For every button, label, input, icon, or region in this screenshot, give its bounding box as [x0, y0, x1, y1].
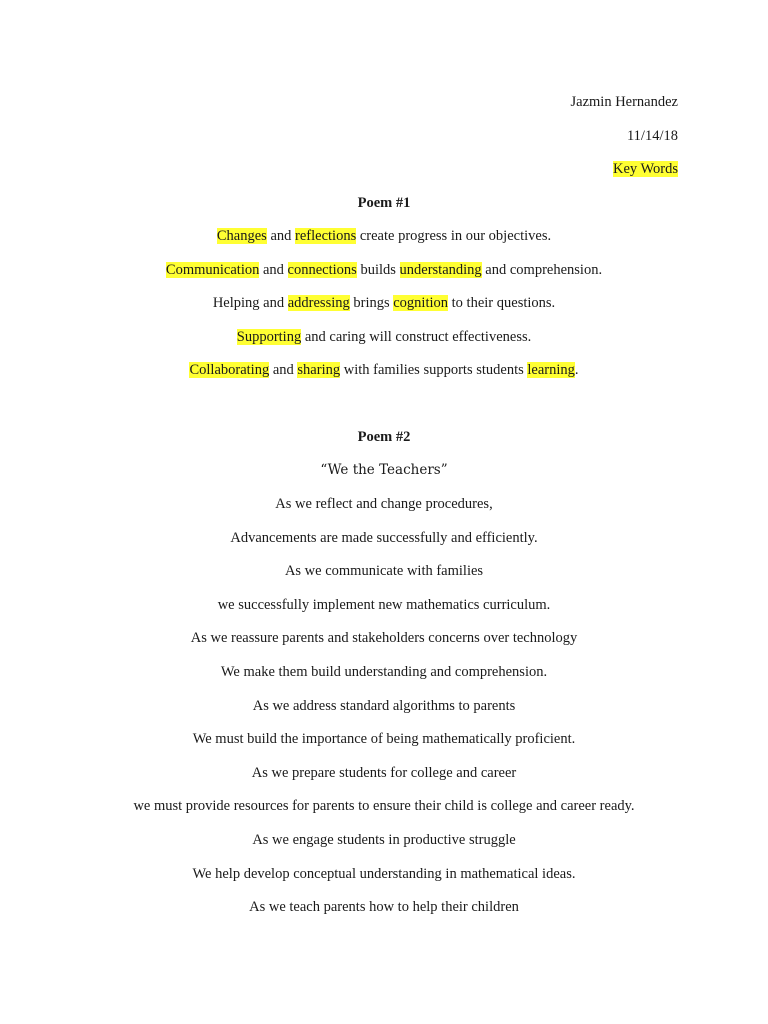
poem2-title: Poem #2 [357, 429, 411, 445]
key-word-highlight: addressing [287, 295, 350, 312]
key-word-highlight: sharing [297, 362, 341, 379]
key-words-highlight: Key Words [612, 161, 678, 177]
poem2-line: As we address standard algorithms to parents [252, 697, 516, 714]
poem-text: and [269, 362, 298, 379]
poem-text: Helping and [212, 295, 288, 312]
poem1-line [0, 261, 768, 279]
poem-text: and caring will construct effectiveness. [301, 328, 532, 345]
poem1-line [0, 328, 768, 346]
poem2-line: As we teach parents how to help their children [249, 899, 519, 916]
poem2-line: We make them build understanding and comprehension. [220, 664, 548, 680]
poem-text: and comprehension. [481, 261, 603, 278]
poem1-line [0, 227, 768, 245]
poem2-line: we must provide resources for parents to ensure their child is college and career ready. [133, 798, 635, 815]
poem1-line [0, 294, 768, 312]
poem2-line: As we engage students in productive struggle [252, 832, 516, 848]
poem2-line: As we communicate with families [284, 563, 484, 580]
key-word-highlight: Communication [165, 261, 260, 278]
poem2-line: As we reflect and change procedures, [275, 496, 493, 512]
poem-text: and [259, 261, 288, 278]
poem2-line: We help develop conceptual understanding in mathematical ideas. [192, 865, 576, 882]
poem2-line: we successfully implement new mathematics curriculum. [217, 596, 551, 613]
poem-text: builds [356, 261, 400, 278]
poem1-line [0, 361, 768, 379]
poem2-line: We must build the importance of being mathematically proficient. [192, 731, 576, 748]
key-word-highlight: connections [287, 261, 357, 278]
poem-text: . [574, 362, 579, 379]
key-word-highlight: understanding [399, 261, 482, 278]
author-name: Jazmin Hernandez [570, 94, 678, 110]
key-word-highlight: cognition [393, 295, 449, 312]
key-word-highlight: learning [527, 362, 575, 379]
key-word-highlight: Collaborating [189, 362, 270, 379]
poem-text: and [266, 228, 296, 244]
key-words-label [0, 160, 768, 178]
key-word-highlight: Supporting [236, 328, 302, 345]
poem2-line: As we prepare students for college and career [251, 764, 517, 781]
document-date: 11/14/18 [626, 128, 678, 144]
poem2-line: Advancements are made successfully and efficiently. [230, 529, 538, 546]
poem-text: brings [349, 295, 394, 312]
poem-text: create progress in our objectives. [356, 228, 552, 244]
poem-text: with families supports students [340, 362, 528, 379]
poem2-subtitle: “We the Teachers” [320, 462, 448, 478]
poem1-title: Poem #1 [357, 195, 411, 211]
key-word-highlight: Changes [216, 228, 267, 244]
poem2-line: As we reassure parents and stakeholders concerns over technology [190, 630, 578, 647]
poem-text: to their questions. [448, 295, 556, 312]
key-word-highlight: reflections [295, 228, 357, 244]
